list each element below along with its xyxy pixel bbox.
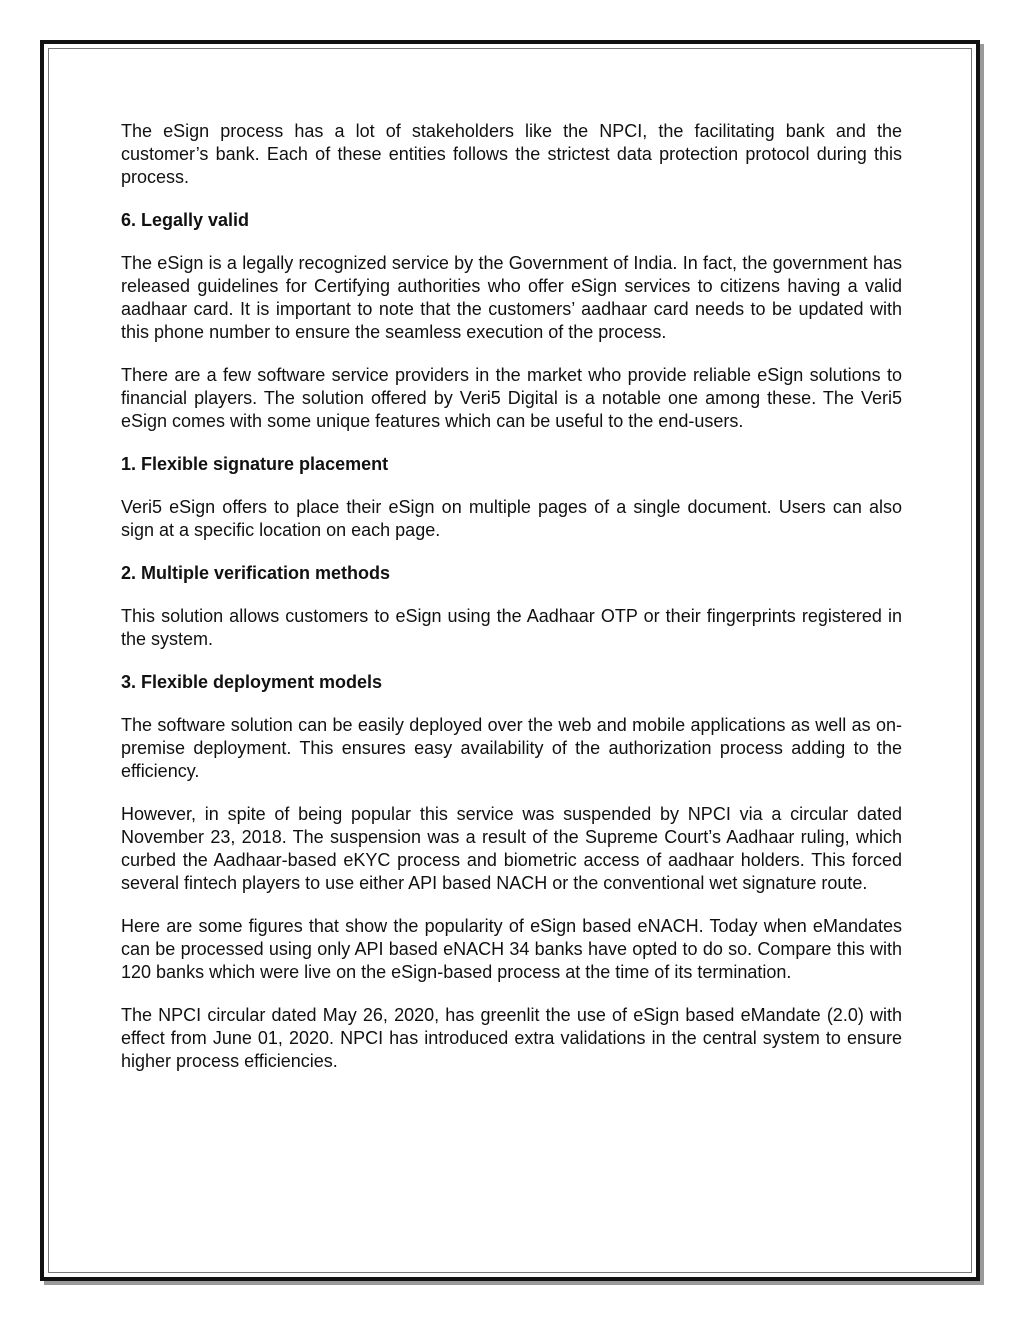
heading-flexible-deployment-models: 3. Flexible deployment models	[121, 672, 383, 692]
heading-flexible-signature-placement: 1. Flexible signature placement	[121, 454, 389, 474]
paragraph-stakeholders: The eSign process has a lot of stakeholders like the NPCI, the facilitating bank and the customer’s bank. Each of these entities follows the strictest data protection protocol during this process.	[121, 121, 902, 187]
paragraph-legally-recognized: The eSign is a legally recognized service by the Government of India. In fact, the government has released guidelines for Certifying authorities who offer eSign services to citizens having a valid aadhaar card. It is important to note that the customers’ aadhaar card needs to be updated with this phone number to ensure the seamless execution of the process.	[121, 253, 902, 342]
heading-multiple-verification-methods: 2. Multiple verification methods	[121, 563, 391, 583]
paragraph-popularity-figures: Here are some figures that show the popularity of eSign based eNACH. Today when eMandates can be processed using only API based eNACH 34 banks have opted to do so. Compare this with 120 banks which were live on the eSign-based process at the time of its termination.	[121, 916, 902, 982]
heading-legally-valid: 6. Legally valid	[121, 210, 250, 230]
paragraph-npci-circular: The NPCI circular dated May 26, 2020, has greenlit the use of eSign based eMandate (2.0) with effect from June 01, 2020. NPCI has introduced extra validations in the central system to ensure higher process efficiencies.	[121, 1005, 902, 1071]
paragraph-signature-placement: Veri5 eSign offers to place their eSign on multiple pages of a single document. Users can also sign at a specific location on each page.	[121, 497, 902, 540]
paragraph-software-providers: There are a few software service providers in the market who provide reliable eSign solutions to financial players. The solution offered by Veri5 Digital is a notable one among these. The Veri5 eSign comes with some unique features which can be useful to the end-users.	[121, 365, 902, 431]
paragraph-suspension: However, in spite of being popular this service was suspended by NPCI via a circular dated November 23, 2018. The suspension was a result of the Supreme Court’s Aadhaar ruling, which curbed the Aadhaar-based eKYC process and biometric access of aadhaar holders. This forced several fintech players to use either API based NACH or the conventional wet signature route.	[121, 804, 902, 893]
document-body	[121, 120, 902, 1093]
paragraph-verification-methods: This solution allows customers to eSign using the Aadhaar OTP or their fingerprints registered in the system.	[121, 606, 902, 649]
paragraph-deployment: The software solution can be easily deployed over the web and mobile applications as well as on-premise deployment. This ensures easy availability of the authorization process adding to the efficiency.	[121, 715, 902, 781]
